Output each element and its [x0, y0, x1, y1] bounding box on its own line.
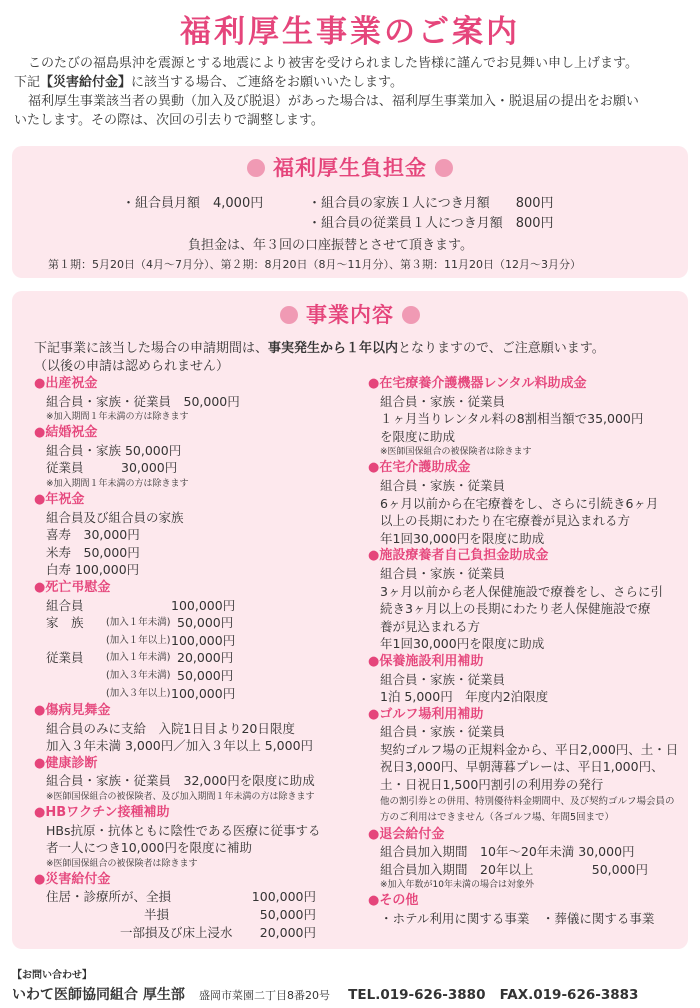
death-sub: (加入１年以上) [106, 634, 171, 646]
retire-note: ※加入年数が10年未満の場合は対象外 [380, 880, 534, 891]
hb-note: ※医師国保組合の被保険者は除きます [46, 858, 198, 869]
section-other [368, 892, 678, 910]
bullet-icon: ● [34, 703, 46, 719]
disaster-label: 住居・診療所が、全損 [46, 889, 172, 905]
section-title: 結婚祝金 [45, 425, 98, 441]
resort-line: 1泊 5,000円 年度内2泊限度 [380, 689, 549, 705]
facility-line: 続き3ヶ月以上の長期にわたり老人保健施設で療 [380, 601, 651, 617]
contact-address: 盛岡市菜園二丁目8番20号 [199, 989, 331, 1002]
age-row: 米寿 50,000円 [46, 544, 140, 560]
equipment-line: 組合員・家族・従業員 [380, 393, 506, 409]
death-row-emp2 [34, 667, 354, 685]
bullet-icon: ● [368, 460, 380, 476]
birth-note: ※加入期間１年未満の方は除きます [46, 412, 189, 423]
business-lead1 [34, 337, 605, 356]
section-facility [368, 547, 678, 565]
bullet-icon: ● [368, 706, 380, 722]
section-hb [34, 804, 354, 822]
section-equipment [368, 375, 678, 393]
section-title: 在宅療養介護機器レンタル料助成金 [379, 376, 587, 391]
contact-org: いわて医師協同組合 厚生部 [12, 987, 185, 1003]
death-label: 家 族 [46, 615, 84, 631]
section-title: HBワクチン接種補助 [45, 805, 170, 821]
section-age [34, 491, 354, 509]
burden-heading [12, 152, 688, 182]
bullet-icon: ● [368, 548, 380, 564]
burden-family: ・組合員の家族１人につき月額 800円 [308, 196, 554, 211]
other-line: ・ホテル利用に関する事業 ・葬儀に関する事業 [380, 911, 655, 927]
facility-line: 養が見込まれる方 [380, 618, 481, 634]
burden-employee: ・組合員の従業員１人につき月額 800円 [308, 216, 554, 231]
section-title: 退会給付金 [379, 826, 445, 842]
section-golf [368, 706, 678, 724]
section-marriage [34, 424, 354, 442]
section-title: 在宅介護助成金 [379, 460, 471, 476]
golf-note: 他の割引券との併用、特別優待料金期間中、及び契約ゴルフ場会員の [380, 795, 675, 807]
page-title: 福利厚生事業のご案内 [180, 14, 520, 50]
section-title: 保養施設利用補助 [379, 653, 484, 669]
lead1-bold: 事実発生から１年以内 [268, 341, 399, 356]
disaster-amount: 50,000円 [259, 907, 316, 923]
business-lead2: （以後の申請は認められません） [34, 359, 230, 374]
hb-line1: HBs抗原・抗体ともに陰性である医療に従事する [46, 822, 321, 838]
intro-p2 [14, 73, 690, 92]
section-title: 災害給付金 [45, 871, 111, 887]
injury-line2: 加入３年未満 3,000円／加入３年以上 5,000円 [46, 738, 314, 754]
intro-p1: このたびの福島県沖を震源とする地震により被害を受けられました皆様に謹んでお見舞い申し上げます。 [28, 56, 638, 71]
bullet-icon: ● [34, 805, 46, 821]
death-sub: (加入３年以上) [106, 687, 171, 699]
death-row-family2 [34, 632, 354, 650]
intro-p2-post: に該当する場合、ご連絡をお願いいたします。 [131, 75, 403, 90]
section-homecare [368, 459, 678, 477]
equipment-line: を限度に助成 [380, 428, 456, 444]
disaster-label: 半損 [144, 907, 170, 923]
bullet-icon: ● [34, 425, 46, 441]
homecare-line: 年1回30,000円を限度に助成 [380, 530, 545, 546]
intro-text [14, 54, 690, 130]
bullet-icon: ● [368, 893, 380, 909]
intro-p4: いたします。その際は、次回の引去りで調整します。 [14, 113, 324, 128]
heading-dot-icon [247, 159, 265, 177]
burden-box [12, 146, 688, 278]
business-heading [12, 299, 688, 329]
bullet-icon: ● [368, 376, 380, 391]
bullet-icon: ● [368, 653, 380, 669]
section-title: その他 [379, 893, 419, 909]
lead1-post: となりますので、ご注意願います。 [398, 341, 605, 356]
bullet-icon: ● [34, 579, 46, 595]
homecare-line: 以上の長期にわたり在宅療養が見込まれる方 [380, 513, 631, 529]
age-line: 組合員及び組合員の家族 [46, 509, 184, 525]
heading-dot-icon [435, 159, 453, 177]
retire-amount: 50,000円 [591, 861, 648, 877]
intro-p3: 福利厚生事業該当者の異動（加入及び脱退）があった場合は、福利厚生事業加入・脱退届の提出をお願い [28, 94, 639, 109]
section-resort [368, 653, 678, 671]
death-row-emp1 [34, 649, 354, 667]
age-row: 白寿 100,000円 [46, 562, 140, 578]
section-title: 年祝金 [45, 491, 85, 507]
death-sub: (加入３年未満) [106, 669, 171, 681]
section-death [34, 579, 354, 597]
section-title: 健康診断 [45, 755, 98, 771]
heading-dot-icon [280, 306, 298, 324]
business-box [12, 291, 688, 949]
golf-line: 祝日3,000円、早朝薄暮プレーは、平日1,000円、 [380, 759, 664, 775]
section-birth [34, 375, 354, 393]
burden-member: ・組合員月額 4,000円 [122, 196, 264, 211]
contact-fax: FAX.019-626-3883 [499, 987, 639, 1003]
golf-line: 土・日祝日1,500円割引の利用券の発行 [380, 777, 604, 793]
disaster-row [34, 888, 354, 906]
age-row: 喜寿 30,000円 [46, 527, 140, 543]
contact-tel: TEL.019-626-3880 [348, 987, 486, 1003]
death-label: 組合員 [46, 597, 84, 613]
marriage-line1: 組合員・家族 50,000円 [46, 442, 182, 458]
section-title: ゴルフ場利用補助 [379, 706, 484, 722]
death-sub: (加入１年未満) [106, 617, 171, 629]
checkup-note: ※医師国保組合の被保険者、及び加入期間１年未満の方は除きます [46, 792, 315, 803]
disaster-row [34, 924, 354, 942]
bullet-icon: ● [34, 376, 46, 391]
death-amount: 100,000円 [171, 597, 236, 613]
death-amount: 50,000円 [177, 615, 234, 631]
section-injury [34, 702, 354, 720]
homecare-line: 6ヶ月以前から在宅療養をし、さらに引続き6ヶ月 [380, 495, 659, 511]
death-row-emp3 [34, 685, 354, 703]
bullet-icon: ● [34, 871, 46, 887]
death-row-member [34, 597, 354, 615]
business-right-column [368, 375, 678, 928]
marriage-line2: 従業員 30,000円 [46, 460, 178, 476]
section-title: 出産祝金 [45, 376, 98, 391]
disaster-label: 一部損及び床上浸水 [120, 924, 233, 940]
business-heading-text: 事業内容 [306, 303, 394, 327]
contact-label: 【お問い合わせ】 [12, 970, 92, 981]
burden-periods: 第１期：5月20日（4月〜7月分）、第２期：8月20日（8月〜11月分）、第３期：11月20日（12月〜3月分） [48, 258, 581, 271]
death-amount: 100,000円 [171, 685, 236, 701]
section-title: 死亡弔慰金 [45, 579, 111, 595]
disaster-amount: 20,000円 [259, 924, 316, 940]
birth-line: 組合員・家族・従業員 50,000円 [46, 393, 240, 409]
bullet-icon: ● [34, 755, 46, 771]
contact-line [12, 984, 692, 1004]
marriage-note: ※加入期間１年未満の方は除きます [46, 478, 189, 489]
equipment-line: １ヶ月当りレンタル料の8割相当額で35,000円 [380, 411, 644, 427]
section-retire [368, 826, 678, 844]
death-label: 従業員 [46, 650, 84, 666]
injury-line1: 組合員のみに支給 入院1日目より20日限度 [46, 720, 295, 736]
intro-p2-pre: 下記 [14, 75, 41, 90]
homecare-line: 組合員・家族・従業員 [380, 477, 506, 493]
equipment-note: ※医師国保組合の被保険者は除きます [380, 447, 532, 458]
death-amount: 20,000円 [177, 650, 234, 666]
section-checkup [34, 755, 354, 773]
section-title: 傷病見舞金 [45, 703, 111, 719]
section-disaster [34, 871, 354, 889]
hb-line2: 者一人につき10,000円を限度に補助 [46, 840, 252, 856]
death-amount: 100,000円 [171, 632, 236, 648]
burden-heading-text: 福利厚生負担金 [273, 156, 427, 180]
disaster-amount: 100,000円 [251, 889, 316, 905]
retire-label: 組合員加入期間 20年以上 [380, 861, 534, 877]
death-amount: 50,000円 [177, 667, 234, 683]
facility-line: 3ヶ月以前から老人保健施設で療養をし、さらに引 [380, 583, 663, 599]
death-row-family1 [34, 614, 354, 632]
intro-p2-bold: 【災害給付金】 [40, 75, 132, 90]
bullet-icon: ● [368, 826, 380, 842]
bullet-icon: ● [34, 491, 46, 507]
heading-dot-icon [402, 306, 420, 324]
retire-line: 組合員加入期間 10年〜20年未満 30,000円 [380, 844, 635, 860]
checkup-line: 組合員・家族・従業員 32,000円を限度に助成 [46, 773, 315, 789]
facility-line: 組合員・家族・従業員 [380, 565, 506, 581]
golf-note: 方のご利用はできません（各ゴルフ場、年間5回まで） [380, 811, 615, 823]
resort-line: 組合員・家族・従業員 [380, 671, 506, 687]
section-title: 施設療養者自己負担金助成金 [379, 548, 549, 564]
lead1-pre: 下記事業に該当した場合の申請期間は、 [34, 341, 269, 356]
burden-method: 負担金は、年３回の口座振替とさせて頂きます。 [188, 238, 473, 253]
golf-line: 契約ゴルフ場の正規料金から、平日2,000円、土・日 [380, 741, 679, 757]
business-left-column [34, 375, 354, 941]
facility-line: 年1回30,000円を限度に助成 [380, 636, 545, 652]
disaster-row [34, 906, 354, 924]
golf-line: 組合員・家族・従業員 [380, 724, 506, 740]
death-sub: (加入１年未満) [106, 652, 171, 664]
retire-row [368, 861, 678, 879]
